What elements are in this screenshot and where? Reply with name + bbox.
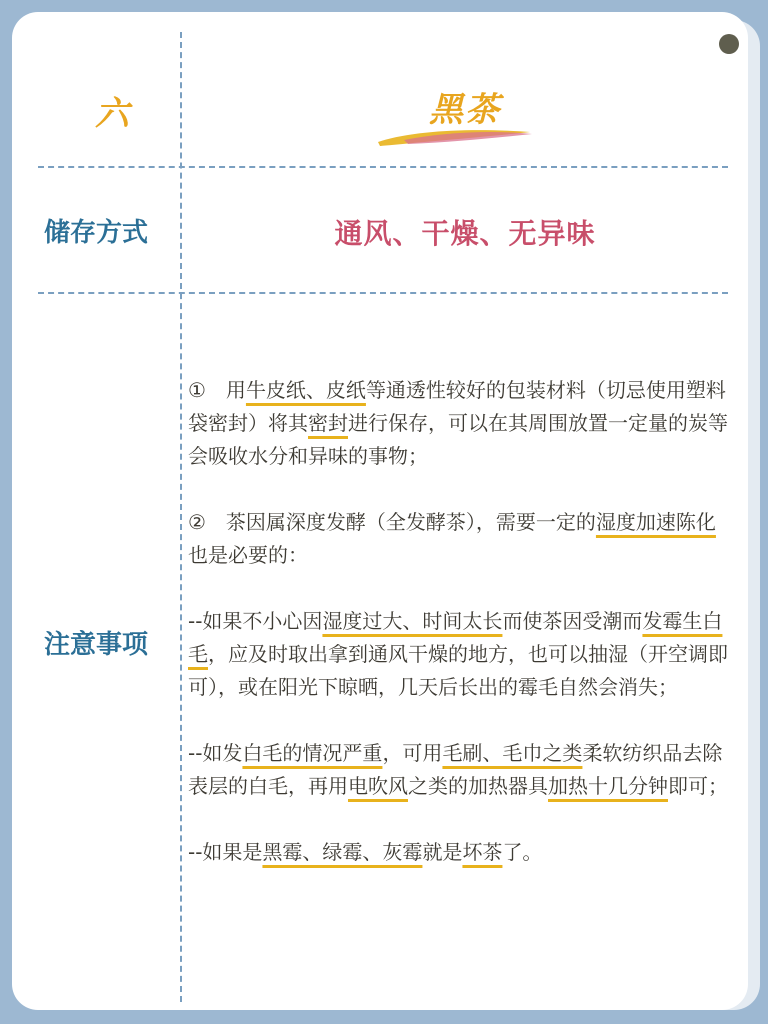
storage-label: 储存方式 (43, 218, 148, 248)
notes-content (188, 374, 728, 902)
text: 而使茶因受潮而 (502, 609, 643, 633)
note-paragraph-1 (188, 374, 728, 473)
notes-label: 注意事项 (43, 630, 148, 660)
page-title: 黑茶 (429, 90, 501, 130)
highlight: 加热十几分钟 (548, 774, 668, 798)
text: 了。 (502, 840, 543, 864)
text: ① 用 (188, 378, 246, 402)
note-paragraph-5 (188, 836, 728, 869)
highlight: 湿度过大、时间太长 (322, 609, 503, 633)
text: --如果是 (188, 840, 263, 864)
text: 就是 (422, 840, 463, 864)
highlight: 毛刷、毛巾之类 (442, 741, 583, 765)
pin-dot (719, 34, 739, 54)
text: 即可； (668, 774, 728, 798)
brush-stroke-decoration (374, 124, 534, 150)
highlight: 发霉生白毛 (188, 609, 723, 666)
note-paragraph-4 (188, 737, 728, 803)
info-card (12, 12, 748, 1010)
text: 也是必要的： (188, 543, 308, 567)
section-number: 六 (95, 94, 129, 134)
note-paragraph-2 (188, 506, 728, 572)
column-divider (180, 32, 182, 1002)
highlight: 白毛的情况严重 (242, 741, 383, 765)
highlight: 电吹风 (348, 774, 408, 798)
storage-value: 通风、干燥、无异味 (334, 217, 596, 250)
highlight: 坏茶 (462, 840, 503, 864)
highlight: 黑霉、绿霉、灰霉 (262, 840, 423, 864)
text: ② 茶因属深度发酵（全发酵茶），需要一定的 (188, 510, 596, 534)
text: 进行保存，可以在其周围放置一定量的炭等会吸收水分和异味的事物； (188, 411, 728, 468)
highlight: 牛皮纸、皮纸 (245, 378, 366, 402)
text: ，应及时取出拿到通风干燥的地方，也可以抽湿（开空调即可），或在阳光下晾晒，几天后长出的霉毛自然会消失； (188, 642, 728, 699)
text: 柔软纺织品去除表层的白毛，再用 (188, 741, 723, 798)
text: 之类的加热器具 (408, 774, 548, 798)
text: --如果不小心因 (188, 609, 323, 633)
text: --如发 (188, 741, 243, 765)
highlight: 湿度加速陈化 (595, 510, 716, 534)
text: ，可用 (382, 741, 443, 765)
highlight: 密封 (308, 411, 348, 435)
row-divider-2 (38, 292, 728, 294)
note-paragraph-3 (188, 605, 728, 704)
row-divider-1 (38, 166, 728, 168)
text: 等通透性较好的包装材料（切忌使用塑料袋密封）将其 (188, 378, 726, 435)
